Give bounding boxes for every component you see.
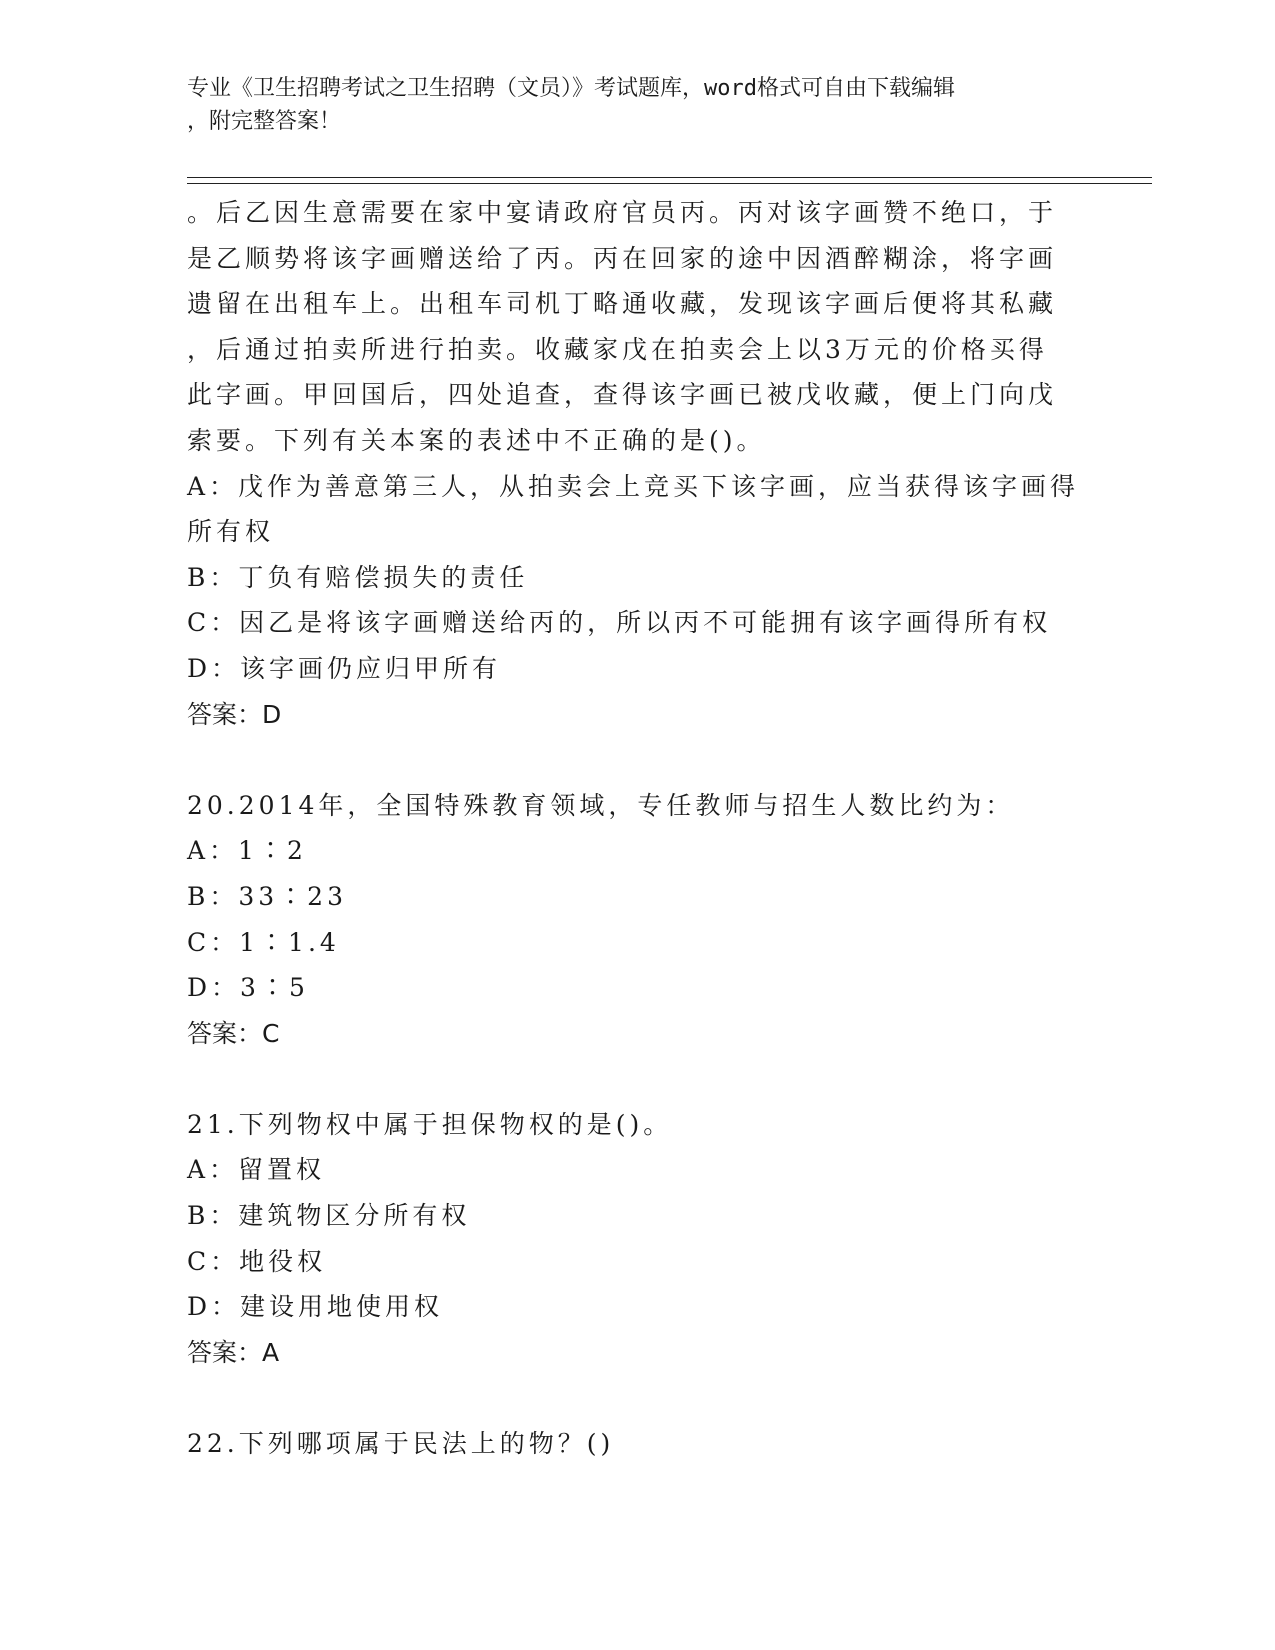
question-19-stem-line: 遗留在出租车上。出租车司机丁略通收藏，发现该字画后便将其私藏 bbox=[187, 289, 1058, 319]
question-20-option-d: D：3∶5 bbox=[187, 973, 309, 1003]
question-20-option-c: C：1∶1.4 bbox=[187, 927, 340, 957]
question-19-option-a-continued: 所有权 bbox=[187, 517, 275, 547]
question-content bbox=[187, 190, 1087, 1467]
question-19-stem-line: 此字画。甲回国后，四处追查，查得该字画已被戊收藏，便上门向戊 bbox=[187, 380, 1058, 410]
question-22 bbox=[187, 1421, 1087, 1467]
question-19-answer: 答案：D bbox=[187, 699, 282, 729]
question-21-option-c: C：地役权 bbox=[187, 1246, 327, 1276]
question-19 bbox=[187, 190, 1087, 737]
question-19-option-a: A：戊作为善意第三人，从拍卖会上竞买下该字画，应当获得该字画得 bbox=[187, 471, 1080, 501]
question-19-stem-line: 。后乙因生意需要在家中宴请政府官员丙。丙对该字画赞不绝口，于 bbox=[187, 198, 1058, 227]
spacer bbox=[187, 1056, 1087, 1102]
question-22-stem: 22.下列哪项属于民法上的物？() bbox=[187, 1429, 615, 1459]
header-title-line-1: 专业《卫生招聘考试之卫生招聘（文员）》考试题库，word格式可自由下载编辑 bbox=[187, 76, 955, 101]
question-20-answer: 答案：C bbox=[187, 1018, 280, 1048]
header-divider-bottom bbox=[187, 183, 1152, 184]
question-20-option-a: A：1∶2 bbox=[187, 836, 307, 866]
question-19-stem-line: 是乙顺势将该字画赠送给了丙。丙在回家的途中因酒醉糊涂，将字画 bbox=[187, 243, 1058, 273]
question-19-option-d: D：该字画仍应归甲所有 bbox=[187, 653, 502, 683]
question-20-option-b: B：33∶23 bbox=[187, 881, 347, 911]
spacer bbox=[187, 1375, 1087, 1421]
question-21-stem: 21.下列物权中属于担保物权的是()。 bbox=[187, 1109, 673, 1139]
question-19-option-c: C：因乙是将该字画赠送给丙的，所以丙不可能拥有该字画得所有权 bbox=[187, 608, 1052, 638]
spacer bbox=[187, 737, 1087, 783]
question-19-stem-line: 索要。下列有关本案的表述中不正确的是()。 bbox=[187, 425, 766, 455]
question-19-option-b: B：丁负有赔偿损失的责任 bbox=[187, 562, 529, 592]
document-header bbox=[187, 72, 1067, 138]
question-20-stem: 20.2014年，全国特殊教育领域，专任教师与招生人数比约为： bbox=[187, 790, 1015, 820]
question-20 bbox=[187, 783, 1087, 1057]
header-divider-top bbox=[187, 177, 1152, 178]
header-title-line-2: ，附完整答案！ bbox=[187, 109, 342, 134]
question-21-option-d: D：建设用地使用权 bbox=[187, 1292, 444, 1322]
question-21-answer: 答案：A bbox=[187, 1337, 280, 1367]
question-21 bbox=[187, 1102, 1087, 1376]
question-21-option-a: A：留置权 bbox=[187, 1155, 326, 1185]
question-21-option-b: B：建筑物区分所有权 bbox=[187, 1201, 471, 1231]
question-19-stem-line: ，后通过拍卖所进行拍卖。收藏家戊在拍卖会上以3万元的价格买得 bbox=[187, 334, 1048, 364]
